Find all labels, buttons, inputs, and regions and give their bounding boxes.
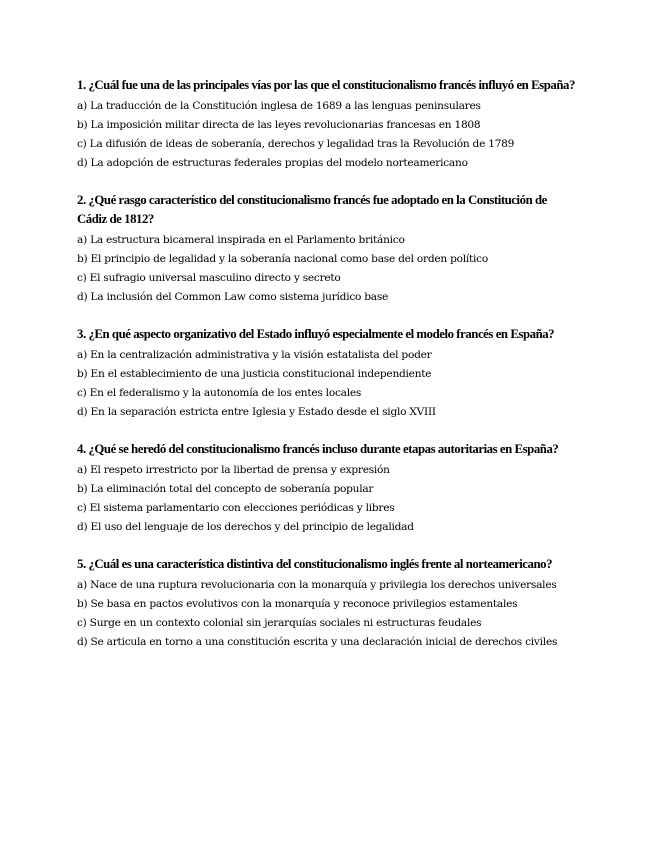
option-b: b) En el establecimiento de una justicia constitucional independiente [77, 368, 432, 380]
option-d: d) Se articula en torno a una constitución escrita y una declaración inicial de derechos civiles [77, 636, 558, 648]
option-a: a) La estructura bicameral inspirada en el Parlamento británico [77, 234, 405, 246]
option-list [77, 97, 577, 173]
question-3 [77, 325, 577, 422]
question-5 [77, 555, 577, 652]
option-list [77, 346, 577, 422]
question-4 [77, 440, 577, 537]
option-c: c) La difusión de ideas de soberanía, derechos y legalidad tras la Revolución de 1789 [77, 138, 515, 150]
option-d: d) El uso del lenguaje de los derechos y del principio de legalidad [77, 521, 414, 533]
option-b: b) El principio de legalidad y la soberanía nacional como base del orden político [77, 253, 488, 265]
option-c: c) El sistema parlamentario con elecciones periódicas y libres [77, 502, 395, 514]
document-page [77, 76, 577, 670]
option-c: c) En el federalismo y la autonomía de los entes locales [77, 387, 362, 399]
option-a: a) En la centralización administrativa y la visión estatalista del poder [77, 349, 432, 361]
option-c: c) El sufragio universal masculino directo y secreto [77, 272, 341, 284]
option-a: a) Nace de una ruptura revolucionaria con la monarquía y privilegia los derechos universales [77, 579, 557, 591]
option-list [77, 231, 577, 307]
option-list [77, 461, 577, 537]
question-title: 5. ¿Cuál es una característica distintiva del constitucionalismo inglés frente al norteamericano? [77, 557, 553, 571]
option-b: b) La eliminación total del concepto de soberanía popular [77, 483, 374, 495]
option-list [77, 576, 577, 652]
option-d: d) En la separación estricta entre Iglesia y Estado desde el siglo XVIII [77, 406, 436, 418]
option-c: c) Surge en un contexto colonial sin jerarquías sociales ni estructuras feudales [77, 617, 482, 629]
option-b: b) La imposición militar directa de las leyes revolucionarias francesas en 1808 [77, 119, 481, 131]
question-title: 4. ¿Qué se heredó del constitucionalismo francés incluso durante etapas autoritarias en España? [77, 442, 559, 456]
option-d: d) La inclusión del Common Law como sistema jurídico base [77, 291, 389, 303]
question-title: 1. ¿Cuál fue una de las principales vías por las que el constitucionalismo francés influyó en España? [77, 78, 575, 92]
question-1 [77, 76, 577, 173]
option-a: a) La traducción de la Constitución inglesa de 1689 a las lenguas peninsulares [77, 100, 481, 112]
question-title: 2. ¿Qué rasgo característico del constitucionalismo francés fue adoptado en la Constitución de Cádiz de 1812? [77, 193, 547, 226]
question-2 [77, 191, 577, 307]
question-title: 3. ¿En qué aspecto organizativo del Estado influyó especialmente el modelo francés en España? [77, 327, 555, 341]
option-d: d) La adopción de estructuras federales propias del modelo norteamericano [77, 157, 468, 169]
option-a: a) El respeto irrestricto por la libertad de prensa y expresión [77, 464, 390, 476]
option-b: b) Se basa en pactos evolutivos con la monarquía y reconoce privilegios estamentales [77, 598, 518, 610]
